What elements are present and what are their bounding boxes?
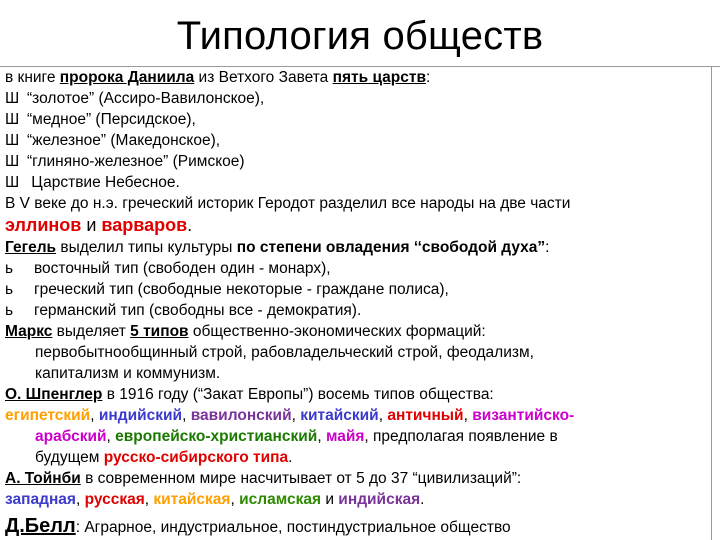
- spengler-types: [5, 405, 709, 426]
- list-item: [5, 130, 709, 151]
- spengler-intro: [5, 384, 709, 405]
- barbarians-term: варваров: [101, 215, 188, 235]
- bullet-icon: Ш: [5, 90, 20, 107]
- spengler-types-cont: [5, 426, 709, 447]
- text: ,: [463, 407, 473, 424]
- civ-chinese: китайская: [153, 491, 231, 508]
- toynbee-name: А. Тойнби: [5, 470, 81, 487]
- slide-title: Типология обществ: [176, 14, 544, 58]
- text: ,: [75, 491, 85, 508]
- type-indian: индийский: [98, 407, 183, 424]
- bullet-icon: ь: [5, 281, 14, 298]
- type-chinese: китайский: [300, 407, 379, 424]
- list-item: [5, 109, 709, 130]
- daniel-intro: [5, 67, 709, 88]
- bullet-icon: Ш: [5, 153, 20, 170]
- text: в 1916 году (“Закат Европы”) восемь типов общества:: [102, 386, 494, 403]
- kingdom-item: “железное” (Македонское),: [27, 132, 221, 149]
- hegel-criterion: по степени овладения ‘‘свободой духа”: [236, 239, 546, 256]
- bullet-icon: ь: [5, 302, 14, 319]
- hegel-intro: [5, 237, 709, 258]
- type-byzantine-cont: арабский: [35, 428, 107, 445]
- herodotus-groups: [5, 214, 709, 237]
- culture-type: германский тип (свободны все - демократия).: [34, 302, 362, 319]
- type-byzantine: византийско-: [472, 407, 575, 424]
- bullet-icon: Ш: [5, 111, 20, 128]
- daniel-name: пророка Даниила: [59, 69, 195, 86]
- bullet-icon: Ш: [5, 132, 20, 149]
- bullet-icon: ь: [5, 260, 14, 277]
- kingdom-item: “медное” (Персидское),: [27, 111, 196, 128]
- marx-name: Маркс: [5, 323, 53, 340]
- list-item: [5, 172, 709, 193]
- text: в современном мире насчитывает от 5 до 37 “цивилизаций”:: [80, 470, 522, 487]
- text: .: [420, 491, 425, 508]
- hellenes-term: эллинов: [5, 215, 82, 235]
- text: ,: [291, 407, 301, 424]
- text: : Аграрное, индустриальное, постиндустриальное общество: [75, 519, 511, 536]
- culture-type: восточный тип (свободен один - монарх),: [34, 260, 331, 277]
- type-european: европейско-христианский: [115, 428, 318, 445]
- marx-formations-cont: капитализм и коммунизм.: [35, 365, 221, 382]
- herodotus-line: В V веке до н.э. греческий историк Геродот разделил все народы на две части: [5, 195, 571, 212]
- bell-line: [5, 513, 709, 539]
- text: :: [426, 69, 431, 86]
- civ-indian: индийская: [338, 491, 421, 508]
- text: и: [81, 215, 102, 235]
- text: , предполагая появление в: [364, 428, 558, 445]
- type-egyptian: египетский: [5, 407, 91, 424]
- civ-islamic: исламская: [239, 491, 322, 508]
- type-russian-siberian: русско-сибирского типа: [103, 449, 289, 466]
- text: ,: [230, 491, 240, 508]
- text: ,: [317, 428, 326, 445]
- text: ,: [106, 428, 116, 445]
- text: общественно-экономических формаций:: [188, 323, 486, 340]
- spengler-future: [5, 447, 709, 468]
- spengler-name: О. Шпенглер: [5, 386, 103, 403]
- text: ,: [90, 407, 99, 424]
- kingdom-item: “глиняно-железное” (Римское): [27, 153, 245, 170]
- text: выделил типы культуры: [56, 239, 237, 256]
- list-item: [5, 300, 709, 321]
- five-kingdoms: пять царств: [332, 69, 426, 86]
- text: :: [545, 239, 550, 256]
- kingdom-item: Царствие Небесное.: [27, 174, 180, 191]
- kingdom-item: “золотое” (Ассиро-Вавилонское),: [27, 90, 265, 107]
- toynbee-civs: [5, 489, 709, 510]
- type-babylonian: вавилонский: [190, 407, 292, 424]
- text: будущем: [35, 449, 104, 466]
- list-item: [5, 258, 709, 279]
- text: ,: [182, 407, 191, 424]
- hegel-name: Гегель: [5, 239, 57, 256]
- text: .: [187, 215, 193, 235]
- civ-russian: русская: [84, 491, 145, 508]
- list-item: [5, 151, 709, 172]
- slide-body: [5, 67, 709, 539]
- type-antique: античный: [387, 407, 464, 424]
- text: выделяет: [52, 323, 131, 340]
- text: ,: [144, 491, 154, 508]
- bell-name: Д.Белл: [5, 515, 76, 537]
- civ-western: западная: [5, 491, 76, 508]
- culture-type: греческий тип (свободные некоторые - граждане полиса),: [34, 281, 449, 298]
- bullet-icon: Ш: [5, 174, 20, 191]
- list-item: [5, 88, 709, 109]
- right-divider: [711, 66, 712, 540]
- text: в книге: [5, 69, 60, 86]
- type-maya: майя: [325, 428, 365, 445]
- marx-formations: первобытнообщинный строй, рабовладельческий строй, феодализм,: [35, 344, 534, 361]
- text: .: [288, 449, 293, 466]
- text: ,: [378, 407, 388, 424]
- text: и: [321, 491, 339, 508]
- text: из Ветхого Завета: [194, 69, 333, 86]
- list-item: [5, 279, 709, 300]
- marx-intro: [5, 321, 709, 342]
- five-types: 5 типов: [130, 323, 189, 340]
- toynbee-intro: [5, 468, 709, 489]
